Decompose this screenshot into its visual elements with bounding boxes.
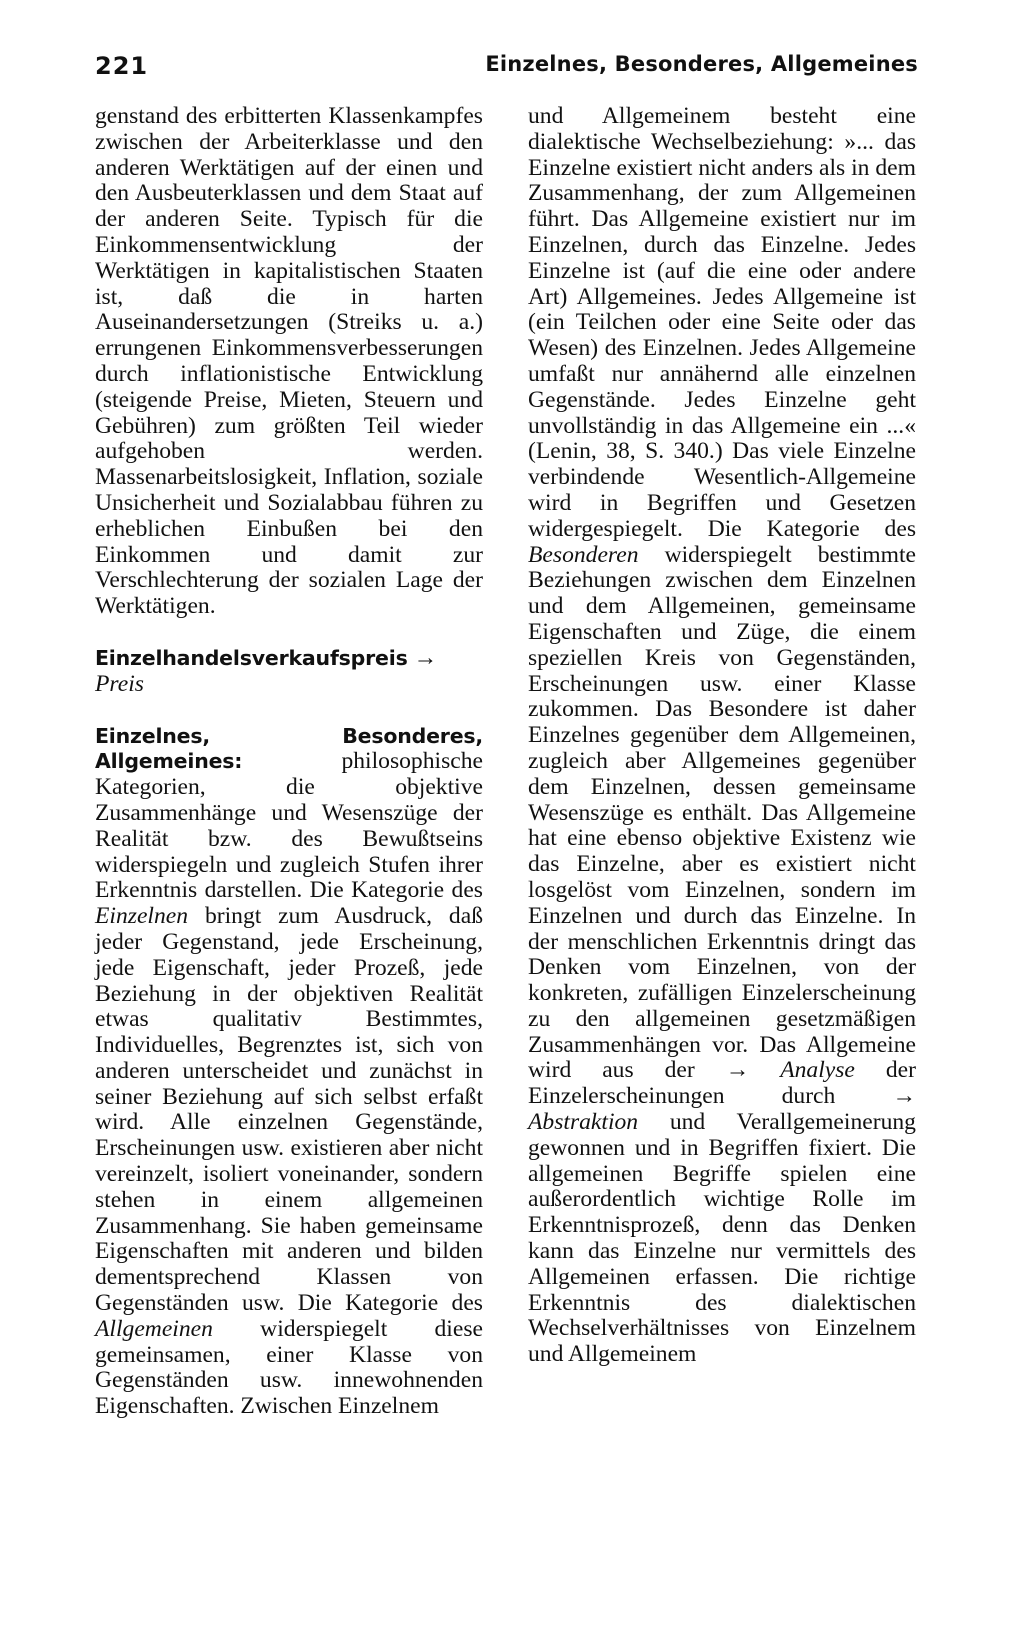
entry-text: und Verallgemeinerung gewonnen und in Begriffen fixiert. Die allgemeinen Begriffe spielen eine außerordentlich wichtige Rolle im Erkenntnisprozeß, denn das Denken kann das Einzelne nur vermittels des Allgemeinen erfassen. Die richtige Erkenntnis des dialektischen Wechselverhältnisses von Einzelnem und Allgemeinem <box>528 1109 916 1368</box>
entry-gap <box>95 620 483 646</box>
cross-reference-link[interactable]: Preis <box>95 670 144 697</box>
right-column <box>528 104 916 1368</box>
cross-reference-arrow: → <box>892 1083 916 1110</box>
cross-reference-link[interactable]: Analyse <box>780 1057 855 1084</box>
page-header <box>95 52 918 88</box>
entry-headword: Einzelhandelsverkaufspreis <box>95 645 408 670</box>
entry-text: und Allgemeinem besteht eine dialektische Wechselbeziehung: »... das Einzelne existiert nicht anders als in dem Zusammenhang, der zum Allgemeinen führt. Das Allgemeine existiert nur im Einzelnen, durch das Einzelne. Jedes Einzelne ist (auf die eine oder andere Art) Allgemeines. Jedes Allgemeine ist (ein Teilchen oder eine Seite oder das Wesen) des Einzelnen. Jedes Allgemeine umfaßt nur annähernd alle einzelnen Gegenstände. Jedes Einzelne geht unvollständig in das Allgemeine ein ...« (Lenin, 38, S. 340.) Das viele Einzelne verbindende Wesentlich-Allgemeine wird in Begriffen und Gesetzen widergespiegelt. Die Kategorie des <box>528 103 916 542</box>
entry-text: widerspiegelt bestimmte Beziehungen zwischen dem Einzelnen und dem Allgemeinen, gemeinsame Eigenschaften und Züge, die einem speziellen Kreis von Gegenständen, Erscheinungen usw. einer Klasse zukommen. Das Besondere ist daher Einzelnes gegenüber dem Allgemeinen, zugleich aber Allgemeines gegenüber dem Einzelnen, dessen gemeinsame Wesenszüge es enthält. Das Allgemeine hat eine ebenso objektive Existenz wie das Einzelne, aber es existiert nicht losgelöst vom Einzelnen, sondern im Einzelnen und durch das Einzelne. In der menschlichen Erkenntnis dringt das Denken vom Einzelnen, von der konkreten, zufälligen Einzelerscheinung zu den allgemeinen gesetzmäßigen Zusammenhängen vor. Das Allgemeine wird aus der <box>528 541 916 1084</box>
entry-einzelnes-besonderes-allgemeines <box>95 724 483 1421</box>
emphasis-term: Allgemeinen <box>95 1315 213 1342</box>
left-column <box>95 104 483 1420</box>
entry-text: der Einzelerscheinungen durch <box>528 1057 916 1110</box>
entry-continued <box>528 104 916 1368</box>
paragraph-continued: genstand des erbitterten Klassenkampfes zwischen der Arbeiterklasse und den anderen Werktätigen auf der einen und den Ausbeuterklassen und dem Staat auf der anderen Seite. Typisch für die Einkommensentwicklung der Werktätigen in kapitalistischen Staaten ist, daß die in harten Auseinandersetzungen (Streiks u. a.) errungenen Einkommensverbesserungen durch inflationistische Entwicklung (steigende Preise, Mieten, Steuern und Gebühren) zum größten Teil wieder aufgehoben werden. Massenarbeitslosigkeit, Inflation, soziale Unsicherheit und Sozialabbau führen zu erheblichen Einbußen bei den Einkommen und damit zur Verschlechterung der sozialen Lage der Werktätigen. <box>95 103 483 620</box>
page-number: 221 <box>95 52 149 80</box>
emphasis-term: Besonderen <box>528 541 639 568</box>
running-head: Einzelnes, Besonderes, Allgemeines <box>485 52 918 76</box>
entry-einzelhandelsverkaufspreis <box>95 646 483 698</box>
cross-reference-arrow: → <box>725 1057 750 1084</box>
entry-headword: Einzelnes, Besonderes, Allgemeines: <box>95 723 483 774</box>
entry-text: bringt zum Ausdruck, daß jeder Gegenstand, jede Erscheinung, jede Eigenschaft, jeder Prozeß, jede Beziehung in der objektiven Realität etwas qualitativ Bestimmtes, Individuelles, Begrenztes ist, sich von anderen unterscheidet und zunächst in seiner Beziehung auf sich selbst erfaßt wird. Alle einzelnen Gegenstände, Erscheinungen usw. existieren aber nicht vereinzelt, isoliert voneinander, sondern stehen in einem allgemeinen Zusammenhang. Sie haben gemeinsame Eigenschaften mit anderen und bilden dementsprechend Klassen von Gegenständen usw. Die Kategorie des <box>95 903 483 1317</box>
entry-text: philosophische Kategorien, die objektive Zusammenhänge und Wesenszüge der Realität bzw. des Bewußtseins widerspiegeln und zugleich Stufen ihrer Erkenntnis darstellen. Die Kategorie des <box>95 748 483 904</box>
entry-text: widerspiegelt diese gemeinsamen, einer Klasse von Gegenständen usw. innewohnenden Eigenschaften. Zwischen Einzelnem <box>95 1315 483 1420</box>
cross-reference-link[interactable]: Abstraktion <box>528 1109 639 1136</box>
emphasis-term: Einzelnen <box>95 903 189 930</box>
entry-gap <box>95 698 483 724</box>
cross-reference-arrow: → <box>413 644 438 671</box>
